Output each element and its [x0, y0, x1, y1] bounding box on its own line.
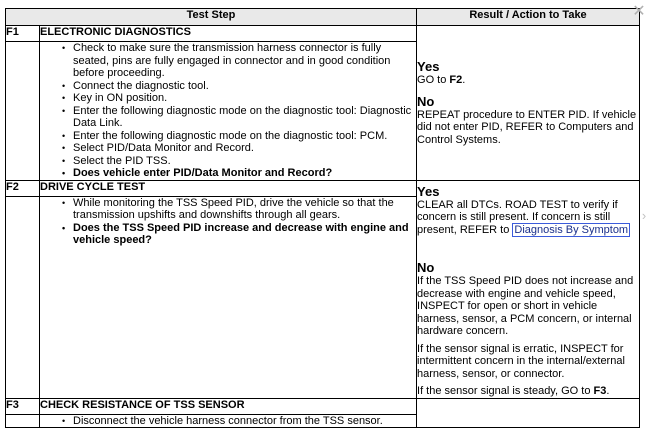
no-label: No — [417, 93, 435, 109]
list-item-question: • Does the TSS Speed PID increase and decrease with engine and vehicle speed? — [62, 222, 416, 247]
table-header-row — [6, 9, 640, 26]
step-bullets — [40, 414, 417, 428]
list-item: • While monitoring the TSS Speed PID, drive the vehicle so that the transmission upshifts and downshifts through all gears. — [62, 197, 416, 222]
header-result-action: Result / Action to Take — [417, 9, 640, 26]
list-item: • Select PID/Data Monitor and Record. — [62, 142, 416, 155]
step-result — [417, 26, 640, 181]
yes-action: GO to F2. — [417, 74, 466, 87]
step-title: CHECK RESISTANCE OF TSS SENSOR — [40, 398, 417, 414]
no-label: No — [417, 260, 435, 275]
step-result — [417, 398, 640, 428]
step-ref: F2 — [449, 74, 463, 87]
step-ref: F3 — [593, 385, 607, 397]
step-title-row — [6, 180, 640, 196]
step-id: F3 — [6, 398, 40, 414]
yes-label: Yes — [417, 59, 440, 75]
step-id: F2 — [6, 180, 40, 196]
list-item: • Connect the diagnostic tool. — [62, 80, 416, 93]
step-title: DRIVE CYCLE TEST — [40, 180, 417, 196]
no-action: REPEAT procedure to ENTER PID. If vehicle did not enter PID, REFER to Computers and Control Systems. — [417, 108, 637, 146]
step-id: F1 — [6, 26, 40, 42]
no-action: If the TSS Speed PID does not increase and decrease with engine and vehicle speed, INSPECT for open or short in vehicle harness, sensor, a PCM concern, or internal hardware concern. — [417, 275, 634, 337]
close-icon[interactable]: ✕ — [632, 3, 646, 20]
list-item: • Select the PID TSS. — [62, 155, 416, 168]
yes-action: CLEAR all DTCs. ROAD TEST to verify if concern is still present. If concern is still present, REFER to Diagnosis By Symptom — [417, 198, 629, 236]
step-bullets — [40, 42, 417, 181]
no-action: If the sensor signal is steady, GO to F3. — [417, 385, 610, 397]
list-item: • Check to make sure the transmission harness connector is fully seated, pins are fully engaged in connector and in good condition before proceeding. — [62, 42, 416, 80]
no-action: If the sensor signal is erratic, INSPECT for intermittent concern in the internal/external harness, sensor, or connector. — [417, 342, 625, 380]
list-item-question: • Does vehicle enter PID/Data Monitor and Record? — [62, 167, 416, 180]
step-title-row — [6, 26, 640, 42]
list-item: • Enter the following diagnostic mode on the diagnostic tool: Diagnostic Data Link. — [62, 105, 416, 130]
yes-label: Yes — [417, 183, 440, 199]
step-title: ELECTRONIC DIAGNOSTICS — [40, 26, 417, 42]
header-test-step: Test Step — [6, 9, 417, 26]
step-bullets — [40, 196, 417, 398]
list-item: • Key in ON position. — [62, 92, 416, 105]
list-item: • Disconnect the vehicle harness connector from the TSS sensor. — [62, 415, 416, 428]
step-title-row — [6, 398, 640, 414]
list-item: • Enter the following diagnostic mode on the diagnostic tool: PCM. — [62, 130, 416, 143]
diagnosis-by-symptom-link[interactable]: Diagnosis By Symptom — [514, 223, 629, 236]
diagnostic-table — [5, 8, 640, 428]
chevron-right-icon[interactable]: › — [641, 207, 647, 223]
step-result — [417, 180, 640, 398]
